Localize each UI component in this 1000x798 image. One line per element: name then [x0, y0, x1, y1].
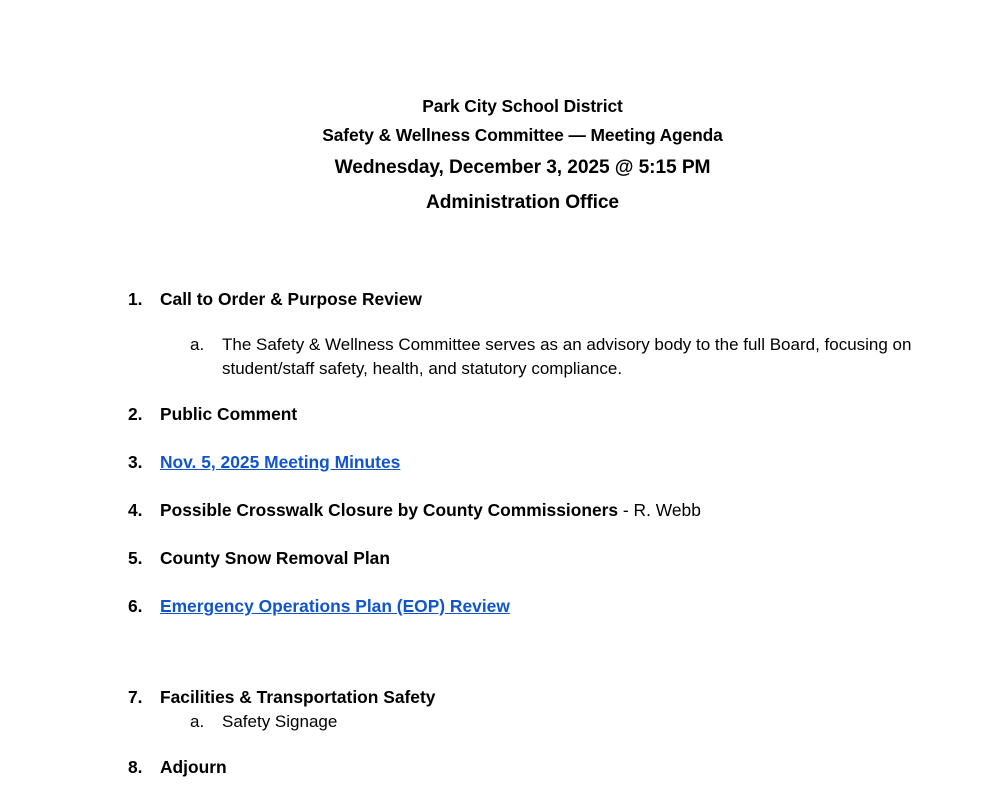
agenda-item-number: 3. — [128, 452, 143, 472]
agenda-item-body — [160, 757, 227, 777]
agenda-item-body — [160, 500, 701, 520]
agenda-subitem-marker: a. — [190, 335, 205, 354]
agenda-subitem-marker: a. — [190, 712, 205, 731]
agenda-item-number: 7. — [128, 687, 143, 707]
agenda-item-number: 2. — [128, 404, 143, 424]
agenda-item-title: County Snow Removal Plan — [160, 548, 390, 568]
agenda-item-number: 8. — [128, 757, 143, 777]
agenda-item-number: 4. — [128, 500, 143, 520]
agenda-item-number: 5. — [128, 548, 143, 568]
agenda-item-body — [160, 548, 390, 568]
agenda-item-title: Public Comment — [160, 404, 298, 424]
header-line-district-name: Park City School District — [422, 96, 623, 116]
agenda-item-title: Adjourn — [160, 757, 227, 777]
header-line-committee-and-doc-type: Safety & Wellness Committee — Meeting Agenda — [322, 125, 723, 145]
agenda-item-link-meeting-minutes[interactable]: Nov. 5, 2025 Meeting Minutes — [160, 452, 401, 472]
agenda-item-body — [160, 452, 400, 472]
agenda-subitem — [0, 710, 1000, 734]
agenda-item-number: 6. — [128, 596, 143, 616]
agenda-item-title: Call to Order & Purpose Review — [160, 289, 422, 309]
agenda-item — [0, 403, 1000, 425]
agenda-item — [0, 686, 1000, 708]
agenda-item-link-eop-review[interactable]: Emergency Operations Plan (EOP) Review — [160, 596, 510, 616]
agenda-subitem-text: Safety Signage — [222, 712, 338, 731]
agenda-item — [0, 499, 1000, 521]
agenda-item — [0, 547, 1000, 569]
agenda-item — [0, 756, 1000, 778]
header-line-location: Administration Office — [426, 192, 619, 213]
agenda-list — [0, 288, 1000, 778]
agenda-item-number: 1. — [128, 289, 143, 309]
agenda-item — [0, 595, 1000, 617]
agenda-subitem-text: The Safety & Wellness Committee serves as an advisory body to the full Board, focusing on student/staff safety, health, and statutory compliance. — [222, 335, 912, 378]
agenda-item-body — [160, 404, 297, 424]
agenda-item-body — [160, 289, 422, 309]
agenda-subitem — [0, 333, 1000, 381]
agenda-item-body — [160, 687, 435, 707]
document-header — [0, 92, 1000, 220]
agenda-item-presenter: - R. Webb — [618, 500, 701, 520]
agenda-item — [0, 288, 1000, 310]
header-line-date-time: Wednesday, December 3, 2025 @ 5:15 PM — [334, 157, 711, 178]
agenda-item-body — [160, 596, 510, 616]
agenda-item — [0, 451, 1000, 473]
agenda-item-title: Facilities & Transportation Safety — [160, 687, 436, 707]
agenda-item-title: Possible Crosswalk Closure by County Commissioners — [160, 500, 619, 520]
